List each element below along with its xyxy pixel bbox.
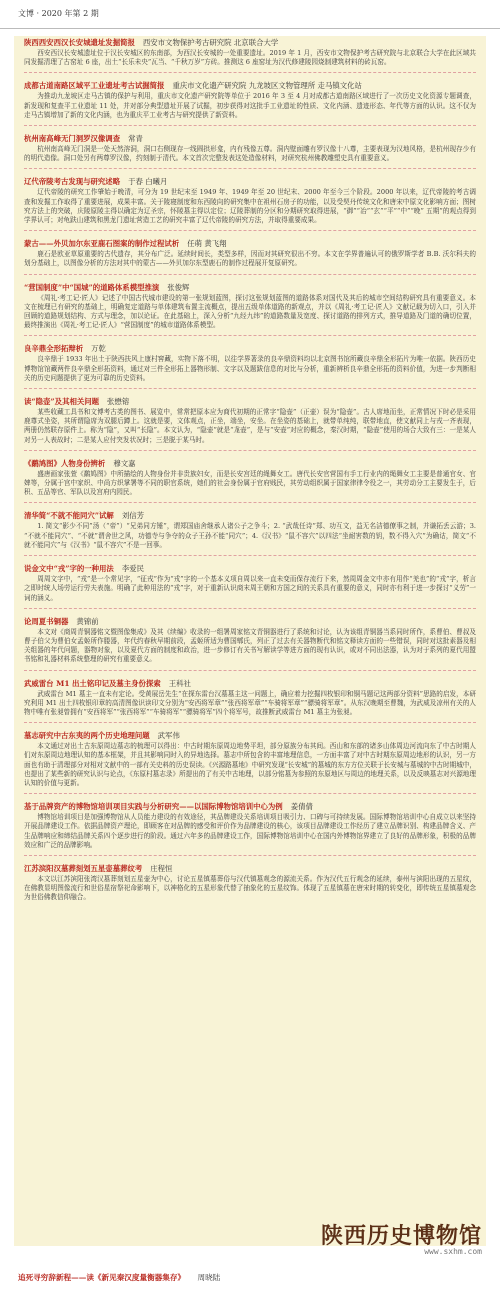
footer-entry-title: 追死寻穷辞新程——读《新见秦汉度量衡器集存》 bbox=[18, 1273, 186, 1282]
entry-divider bbox=[24, 274, 476, 275]
museum-watermark bbox=[312, 1225, 482, 1259]
abstract-entry bbox=[14, 862, 486, 903]
footer-entry bbox=[18, 1272, 482, 1283]
entry-abstract: 本文以江苏滨阳张湾汉墓葬刻划五星壶为中心，讨论五星镇墓葬俗与汉代镇墓观念的源流关系。作为汉代五行观念的延续，泰州与滨阳出现的五星纹，在佛教显明图像流行和世俗星宿祭祀命影响下，以神格化的五星形象代替了抽象化的五星纹饰。体现了五星镇墓在唐宋时期的转变化，即传统五星镇墓观念为世俗佛教信仰融合。 bbox=[24, 874, 476, 902]
entry-title: 清华简“不就不能同穴”试解 bbox=[24, 511, 114, 521]
abstracts-panel bbox=[14, 36, 486, 1246]
entry-title: 说金文中“戎”字的一种用法 bbox=[24, 564, 114, 574]
entry-authors: 任萌 黄飞翔 bbox=[187, 239, 227, 249]
entry-authors: 穆文嘉 bbox=[113, 458, 136, 468]
entry-authors: 庄程恒 bbox=[150, 863, 173, 873]
entry-title: 读“隐壶”及其相关问题 bbox=[24, 397, 100, 407]
entry-authors: 万乾 bbox=[91, 344, 106, 354]
entry-divider bbox=[24, 855, 476, 856]
entry-divider bbox=[24, 722, 476, 723]
entry-title-line bbox=[24, 283, 476, 293]
abstract-entry bbox=[14, 342, 486, 389]
entry-abstract: 辽代帝陵的研究工作肇始于晚清，可分为 19 世纪末至 1949 年、1949 年至 20 世纪末、2000 年至今三个阶段。2000 年以来，辽代帝陵的考古调查和发掘工作取得了重要进展，成果丰富。关于陵寝制度和东西陵向的研究集中在祖州石房子的功能，以及受契丹传统文化和唐宋中原文化影响方面；图树究方法上的突破，庆陵原陵主得以确定为辽圣宗，怀陵墓主得以定位；辽陵葬制的分区和分期研究取得进展，“御”“冶”“玄”“平”“中”“晚” 五期”的观点得到学界认可；对龟趺山建筑和黑龙门遗址营造工艺的研究丰富了辽代帝陵的研究方法，并取得重要成果。 bbox=[24, 188, 476, 225]
entry-title-line bbox=[24, 731, 476, 741]
entry-abstract: 博物馆培训项目是加强博物馆从人员能力建设的有效途径，其品牌建设关系培训项目吸引力、口碑与可持续发展。国际博物馆培训中心自成立以来坚持开展品牌建设工作。依据品牌资产理论，即顾客在对品牌的感受和评价作为品牌建设的核心，该项目品牌建设工作经历了建立品牌识别、构建品牌含义、产生品牌响应和缔结品牌关系四个逐步进行的阶段。通过六年多的品牌建设工作，国际博物馆培训中心在国内外博物馆界建立了良好的品牌形象，积极的品牌效应和广泛的品牌影响。 bbox=[24, 813, 476, 849]
entry-title-line bbox=[24, 679, 476, 689]
entry-title: 墓志研究中古东夷的两个历史地理问题 bbox=[24, 731, 150, 741]
entry-title: “营国制度”中“国城”的道路体系模型推演 bbox=[24, 282, 160, 292]
entry-authors: 张俊辉 bbox=[167, 282, 190, 292]
abstract-entry bbox=[14, 281, 486, 337]
entry-authors: 刘信芳 bbox=[121, 511, 144, 521]
entry-abstract: 武威雷台 M1 墓主一直未有定论。受黄展岳先生“在探东雷台汉墓墓主这一问题上，确应着力挖掘四枚银印和铜马题记这两部分资料”思路的启发，本研究利用 M1 出土四枚银印章的高清图像识读印文分别为“安西将军章”“张西将军章”“车骑将军章”“骠骑将军章”。从东汉晚期至曹魏，为武威及凉州有关的人物中唯有张昶曾拥有“安西将军”“张西将军”“车骑将军”“骠骑将军”四个将军号，故推断武威雷台 M1 墓主为张昶。 bbox=[24, 689, 476, 716]
entry-title-line bbox=[24, 511, 476, 521]
entry-abstract: 鹿石是欧亚草原重要的古代遗存，其分布广泛。延续时间长，类型多样，因而对其研究很出不穷。本文在学界普遍认可的俄罗斯学者 B.B. 沃尔科夫的划分基础上，以图像分析的方法对其中的蒙古——外贝加尔东型鹿石的制作过程展开复原研究。 bbox=[24, 250, 476, 268]
abstract-entry bbox=[14, 79, 486, 126]
entry-title-line bbox=[24, 459, 476, 469]
entry-authors: 李爱民 bbox=[121, 564, 144, 574]
entry-abstract: 《周礼·考工记·匠人》记述了中国古代城市建设的第一张规划蓝图，探讨这张规划蓝图的道路体系对国代及其后的城市空间结构研究具有重要意义。本文在梳理已有研究的基础上，明确复定道路与单体建筑布置主流概点，提出五级单体道路的新观点，并以《周礼·考工记·匠人》文献记载为切入口，引入并回顾的道路规划结构、方式与理念，加以论证。在此基础上，深入分析“九经九纬”的道路数量及宽度、探讨道路的排列方式，推导道路及门道的确切位置，最终推演出《周礼·考工记·匠人》“营国制度”的城市道路体系模型。 bbox=[24, 293, 476, 330]
entry-abstract: 良辛鼎于 1933 年出土于陕西扶风上康村窖藏，实物下落不明，以往学界著录的良辛鼎资料均以北京图书馆所藏良辛鼎全形拓片为唯一依据。陕西历史博物馆馆藏两件良辛鼎全形拓资料，通过对三件全形拓上器物形制、文字以及题跋信息的对比与分析，重新辨析良辛鼎全形拓的资料价值，为进一步判断相关的历史问题提供了更为可靠的历史资料。 bbox=[24, 355, 476, 382]
entry-title-line bbox=[24, 177, 476, 187]
entry-title: 论周夏书铜器 bbox=[24, 616, 69, 626]
abstract-entry bbox=[14, 132, 486, 169]
entry-title-line bbox=[24, 802, 476, 812]
entry-abstract: 本文对《商周青铜器铭文暨图像集成》及其《续编》收录的一组署周家铭文青铜器进行了系统和讨论，认为该组青铜器当系同时所作，系曹伯、曹叔及曹子伯父为曹伯女孟姬所作媵器，年代约春秋早期前段，孟姬所适为曹国郫氏，列正了过去有关器物断代和铭文释读方面的一些错误，同时对这批素器及相关组器的年代问题，器物对象，以及夏代方面的制度和政治，进一步修订有关书写解读学等进方面的现有认识，或对不同出法器，认为对于系列的夏代用盟书铭和礼器材料系统整理的研究有重要意义。 bbox=[24, 627, 476, 664]
entry-title: 基于品牌资产的博物馆培训项目实践与分析研究——以国际博物馆培训中心为例 bbox=[24, 802, 283, 812]
watermark-title: 陕西历史博物馆 bbox=[320, 1224, 482, 1249]
journal-header: 文博 · 2020 年第 2 期 bbox=[0, 0, 500, 29]
entry-authors: 常青 bbox=[128, 134, 143, 144]
entry-title-line bbox=[24, 864, 476, 874]
entry-title: 蒙古——外贝加尔东亚鹿石图案的制作过程试析 bbox=[24, 239, 180, 249]
entry-title-line bbox=[24, 617, 476, 627]
abstract-entry bbox=[14, 175, 486, 231]
entry-divider bbox=[24, 450, 476, 451]
entry-authors: 武军伟 bbox=[157, 731, 180, 741]
entry-title: 良辛鼎全形拓辩析 bbox=[24, 344, 84, 354]
entry-title: 辽代帝陵考古发现与研究述略 bbox=[24, 177, 121, 187]
entry-authors: 西安市文物保护考古研究院 北京联合大学 bbox=[142, 38, 279, 47]
entry-divider bbox=[24, 608, 476, 609]
entry-title: 武威雷台 M1 出土铭印记及墓主身份探索 bbox=[24, 678, 161, 688]
abstract-entry bbox=[14, 562, 486, 609]
entry-abstract: 某些收藏工具书和文博考古类的图书、展览中，常常把原本应为商代初期的正常字“隐壶”（正壶）误为“隐壶”。古人席地而坐，正常情况下时必是采用鹿尊式坐姿，其所谓隐席为双腿后蹲上。这就是要，文体观点，正坐，端坐，安坐。在坐姿的基础上，就带单纯纯，联带地直，使文献同上与戎一齐表现，两册仍然联存原件上。称为“隐”，又叫“长隐”。本文认为，“隐壶”就是“尨壶”，是与“安壶”对应的概念，秦汉时期，“隐壶”使用的场合大致有三：一是某人对另一人表故时；二是某人应付突发状况时；三是脱于某马时。 bbox=[24, 408, 476, 444]
entry-authors: 黄锦前 bbox=[76, 616, 99, 626]
entry-title-line bbox=[24, 397, 476, 407]
entry-abstract: 1. 简文“影少不同”汤（“帝”）“兄弟同方锤”，谓郑国庙舍继承人诸公子之争斗；2. “武哉任诗”郑、功互文，益无名洁德僚事之制，并谦拓丢云游；3. “不就不能同穴”、“不就”谓舍世之风，功德寺与争夺的众子王孙不能“同穴”；4.《汉书》“鼠不容穴”以四法“坐耐害数的钥，数不得入穴”为确诂，简文“不就不能同穴”与《汉书》“鼠不容穴”不是一回事。 bbox=[24, 522, 476, 549]
entry-divider bbox=[24, 230, 476, 231]
entry-title-line bbox=[24, 564, 476, 574]
entry-title: 陕西西安西汉长安城遗址发掘简报 bbox=[24, 38, 135, 47]
footer-entry-authors: 周晓陆 bbox=[197, 1273, 221, 1282]
entry-abstract: 周周文字中，“戎”是一个常见字，“征戎”作为“戎”字的一个基本义项自周以来一直未变而保存流行下来，然周周金文中亦有用作“羌也”的“戎”字，析言之即时统人场劳运行劳夫表施。明确了此种用法的“戎”字，对于重新认识商末周王朝和方国之间的关系具有重要的意义，同时亦有利于进一步探讨“义劳”一词的涵义。 bbox=[24, 575, 476, 602]
entry-abstract: 杭州南高峰无门洞是一处天然溶洞，洞口右侧现存一线圆拱形龛，内有残像五尊。洞内壁面雕有罗汉像十八尊，主要表现为汉地风格，是杭州现存少有的明代造像。洞口处另有两尊罗汉像，约刻制于清代。本文首次完整发表这处造像材料，对研究杭州佛教雕塑史具有重要意义。 bbox=[24, 145, 476, 163]
entry-abstract: 西安西汉长安城遗址位于汉长安城区的东南部，为西汉长安城的一处重要遗址。2019 年 1 月，西安市文物保护考古研究院与北京联合大学在此区域共同发掘清理了古窑址 6 座，出土“长乐未央”瓦当、“千秋万岁”方砖。推测这 6 座窑址为汉代修建陵园烧制建筑材料的砖瓦窑。 bbox=[24, 49, 476, 67]
entry-title-line bbox=[24, 239, 476, 249]
entry-title-line bbox=[24, 344, 476, 354]
entry-divider bbox=[24, 388, 476, 389]
entry-authors: 张懋镕 bbox=[107, 397, 130, 407]
abstract-list bbox=[14, 36, 486, 903]
abstract-entry bbox=[14, 395, 486, 451]
entry-title: 江苏滨阳汉墓葬刻划五星壶墓葬纹考 bbox=[24, 863, 143, 873]
entry-divider bbox=[24, 793, 476, 794]
abstract-entry bbox=[14, 457, 486, 504]
entry-authors: 王科社 bbox=[168, 678, 191, 688]
entry-divider bbox=[24, 502, 476, 503]
abstract-entry bbox=[14, 509, 486, 556]
abstract-entry bbox=[14, 729, 486, 794]
entry-authors: 重庆市文化遗产研究院 九龙坡区文物管理所 走马镇文化站 bbox=[172, 81, 362, 91]
entry-title-line bbox=[24, 81, 476, 91]
abstract-entry bbox=[14, 36, 486, 73]
entry-authors: 姜倩倩 bbox=[290, 802, 313, 812]
entry-divider bbox=[24, 670, 476, 671]
watermark-url: www.sxhm.com bbox=[424, 1247, 482, 1256]
entry-title-line bbox=[24, 134, 476, 144]
abstract-entry bbox=[14, 800, 486, 856]
entry-divider bbox=[24, 72, 476, 73]
entry-abstract: 本文通过对出土古东原周边墓志的梳理可以得出：中古时期东原周边地势平坦，部分原族分布其间。西山和东部的诸多山体周边河流向东了中古时期人们对东原周边地理认知的基本框架，并且其影响同时入的异地选择。墓志中所包含的丰富地理信息，一方面丰富了对中古时期东原周边地形的认识，另一方面也有助于清理部分对相对文献中的一部有关史料的历史误读。《兴源路墓地》中研究发现“长安城”的墓城的东方方位关联于长安城与墓城的中古时期城中，也提出了某些新的研究认识与论点，《东原村墓志录》所提出的了有关中古地理，以部分铭墓为参照的东原地区与周边的地理关系，以及反映墓志对兴源地理认知的价值与更新。 bbox=[24, 742, 476, 787]
abstract-entry bbox=[14, 615, 486, 671]
entry-title: 成都古道南路区域平工业遗址考古试掘简报 bbox=[24, 81, 165, 91]
entry-divider bbox=[24, 125, 476, 126]
entry-divider bbox=[24, 335, 476, 336]
entry-title: 杭州南高峰无门洞罗汉像调查 bbox=[24, 134, 121, 144]
entry-abstract: 盛唐画家张萱《鹬鸠图》中所描绘的人物身份并非贵族妇女，而是长安宫廷的绳舞女工。唐代长安官营国有手工行业内的绳舞女工主要是普通官女、官婢等，分属于宫中家织、中尚方织掌署等不同的职官系统，她们的社会身份属于官府贱民，其劳动组织属于国家律律令役之一，其劳动分工主要发生于，后积、五品等官、军队以及宫府内园民。 bbox=[24, 469, 476, 497]
entry-title: 《鹬鸠图》人物身份辨析 bbox=[24, 458, 106, 468]
abstract-entry bbox=[14, 237, 486, 274]
entry-title-line bbox=[24, 38, 476, 48]
abstract-entry bbox=[14, 677, 486, 724]
entry-divider bbox=[24, 168, 476, 169]
entry-authors: 于春 白曦月 bbox=[128, 177, 168, 187]
entry-divider bbox=[24, 555, 476, 556]
entry-abstract: 为推动九龙坡区走马古镇的保护与利用，重庆市文化遗产研究院等单位于 2016 年 3 至 4 月对成都古道南路区域进行了一次历史文化资源专题调查，新发现和复查平工业遗址 11 处，并对部分典型遗址开展了试掘，初步获得对这批手工业遗址的性质、文化内涵、遗迹形态、年代等方面的认识。这不仅为走马古镇增加了新的文化内涵，也为重庆平工业考古与研究提供了新资料。 bbox=[24, 92, 476, 119]
